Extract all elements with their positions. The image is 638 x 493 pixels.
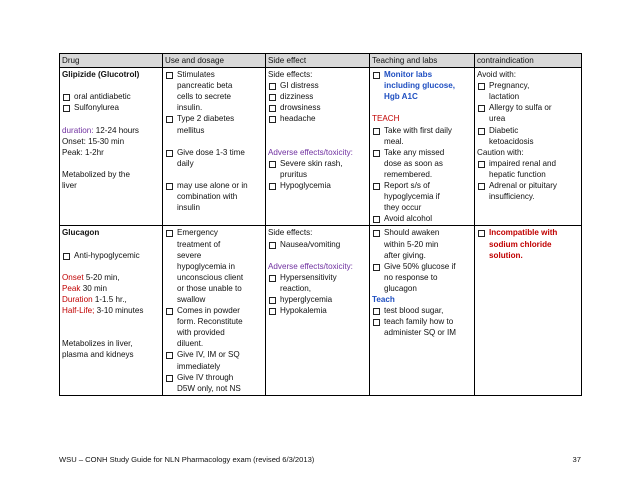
list-item: Hypokalemia [268,305,367,316]
list-item: may use alone or in combination with insulin [165,180,263,213]
checkbox-icon [373,150,380,157]
list-item: Nausea/vomiting [268,239,367,250]
list-item: Give IV through D5W only, not NS [165,372,263,394]
side-effects-title: Side effects: [268,228,313,238]
checkbox-icon [478,183,485,190]
cell-contra-glucagon [475,226,582,395]
checkbox-icon [63,253,70,260]
checkbox-icon [269,161,276,168]
list-item: Hypoglycemia [268,180,367,191]
checkbox-icon [478,83,485,90]
checkbox-icon [166,183,173,190]
list-item: Diabetic ketoacidosis [477,125,579,147]
list-item: headache [268,113,367,124]
list-item: drowsiness [268,102,367,113]
cell-side-glucagon [266,226,370,395]
footer-title: WSU – CONH Study Guide for NLN Pharmacology exam (revised 6/3/2013) [59,455,315,464]
list-item: Give IV, IM or SQ immediately [165,349,263,371]
checkbox-icon [166,375,173,382]
list-item: Give dose 1-3 time daily [165,147,263,169]
list-item: Hypersensitivity reaction, [268,272,367,294]
list-item: Emergency treatment of severe hypoglycemia in unconscious client or those unable to swallow [165,227,263,305]
checkbox-icon [269,183,276,190]
cell-use-glucagon [163,226,266,395]
list-item: Report s/s of hypoglycemia if they occur [372,180,472,213]
checkbox-icon [478,128,485,135]
checkbox-icon [478,105,485,112]
checkbox-icon [269,94,276,101]
duration-text: Duration 1-1.5 hr., [62,294,127,304]
list-item: Pregnancy, lactation [477,80,579,102]
list-item: Severe skin rash, pruritus [268,158,367,180]
half-life-text: Half-Life; 3-10 minutes [62,306,144,316]
list-item: Allergy to sulfa or urea [477,102,579,124]
list-item: Stimulates pancreatic beta cells to secrete insulin. [165,69,263,113]
checkbox-icon [373,183,380,190]
checkbox-icon [269,83,276,90]
list-item: Give 50% glucose if no response to glucagon [372,261,472,294]
list-item: Comes in powder form. Reconstitute with provided diluent. [165,305,263,349]
page-number: 37 [572,455,581,464]
header-teaching-labs: Teaching and labs [370,54,475,68]
cell-teach-glucagon [370,226,475,395]
checkbox-icon [166,352,173,359]
list-item: impaired renal and hepatic function [477,158,579,180]
cell-contra-glipizide [475,68,582,226]
cell-teach-glipizide [370,68,475,226]
checkbox-icon [373,72,380,79]
metabolism-text: plasma and kidneys [62,350,134,360]
checkbox-icon [269,297,276,304]
list-item: oral antidiabetic [62,91,160,102]
peak-text: Peak 30 min [62,283,107,293]
drug-name: Glipizide (Glucotrol) [62,70,140,80]
peak-text: Peak: 1-2hr [62,147,104,157]
header-contraindication: contraindication [475,54,582,68]
checkbox-icon [166,308,173,315]
teach-title: Teach [372,294,395,304]
metabolism-text: Metabolizes in liver, [62,339,133,349]
checkbox-icon [166,116,173,123]
drug-name: Glucagon [62,228,100,238]
header-use-dosage: Use and dosage [163,54,266,68]
metabolism-text: liver [62,181,77,191]
list-item: Avoid alcohol [372,213,472,224]
cell-drug-glucagon [60,226,163,395]
header-drug: Drug [60,54,163,68]
list-item: Adrenal or pituitary insufficiency. [477,180,579,202]
list-item: GI distress [268,80,367,91]
checkbox-icon [478,230,485,237]
avoid-title: Avoid with: [477,70,516,80]
table-header-row [60,54,582,68]
checkbox-icon [373,128,380,135]
cell-use-glipizide [163,68,266,226]
checkbox-icon [373,230,380,237]
page-footer [59,455,581,464]
checkbox-icon [269,242,276,249]
checkbox-icon [269,308,276,315]
checkbox-icon [269,116,276,123]
checkbox-icon [373,319,380,326]
header-side-effect: Side effect [266,54,370,68]
checkbox-icon [166,72,173,79]
checkbox-icon [269,275,276,282]
onset-text: Onset 5-20 min, [62,272,120,282]
checkbox-icon [373,264,380,271]
checkbox-icon [63,94,70,101]
duration-text: duration: 12-24 hours [62,125,139,135]
list-item: Monitor labs including glucose, Hgb A1C [372,69,472,102]
checkbox-icon [269,105,276,112]
list-item: test blood sugar, [372,305,472,316]
list-item: Should awaken within 5-20 min after giving. [372,227,472,260]
adverse-title: Adverse effects/toxicity: [268,147,353,157]
list-item: Take any missed dose as soon as remembered. [372,147,472,180]
list-item: Anti-hypoglycemic [62,250,160,261]
table-row-glipizide [60,68,582,226]
checkbox-icon [166,150,173,157]
list-item: teach family how to administer SQ or IM [372,316,472,338]
checkbox-icon [373,216,380,223]
list-item: hyperglycemia [268,294,367,305]
checkbox-icon [478,161,485,168]
checkbox-icon [166,230,173,237]
list-item: Sulfonylurea [62,102,160,113]
caution-title: Caution with: [477,147,524,157]
onset-text: Onset: 15-30 min [62,136,125,146]
side-effects-title: Side effects: [268,70,313,80]
list-item: Take with first daily meal. [372,125,472,147]
checkbox-icon [373,308,380,315]
metabolism-text: Metabolized by the [62,169,130,179]
drug-table [59,53,582,396]
teach-title: TEACH [372,114,400,124]
list-item: Incompatible with sodium chloride solution. [477,227,579,260]
adverse-title: Adverse effects/toxicity: [268,261,353,271]
list-item: dizziness [268,91,367,102]
checkbox-icon [63,105,70,112]
table-row-glucagon [60,226,582,395]
cell-side-glipizide [266,68,370,226]
cell-drug-glipizide [60,68,163,226]
list-item: Type 2 diabetes mellitus [165,113,263,135]
